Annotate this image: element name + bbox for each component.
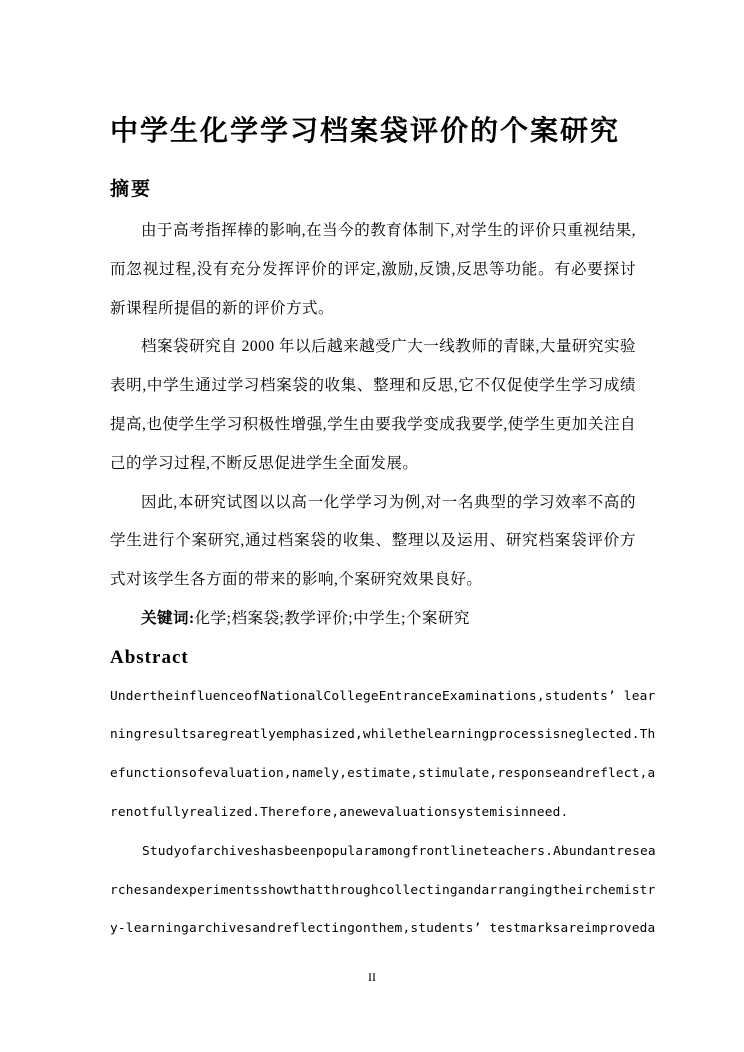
en-paragraph-2-line-2: rchesandexperimentsshowthatthroughcollectingandarrangingtheirchemistr xyxy=(110,882,656,898)
cn-paragraph-1: 由于高考指挥棒的影响,在当今的教育体制下,对学生的评价只重视结果,而忽视过程,没有充分发挥评价的评定,激励,反馈,反思等功能。有必要探讨新课程所提倡的新的评价方式。 xyxy=(110,222,636,317)
en-paragraph-2-line-1: Studyofarchiveshasbeenpopularamongfrontlineteachers.Abundantresea xyxy=(142,843,656,859)
en-paragraph-2-line-3: y-learningarchivesandreflectingonthem,students’ testmarksareimproveda xyxy=(110,921,656,937)
cn-abstract-heading: 摘要 xyxy=(110,179,153,200)
page-number: II xyxy=(368,970,376,984)
cn-paragraph-3: 因此,本研究试图以以高一化学学习为例,对一名典型的学习效率不高的学生进行个案研究,通过档案袋的收集、整理以及运用、研究档案袋评价方式对该学生各方面的带来的影响,个案研究效果良好。 xyxy=(110,493,636,589)
en-abstract-heading: Abstract xyxy=(110,646,189,668)
document-title: 中学生化学学习档案袋评价的个案研究 xyxy=(110,116,621,147)
en-paragraph-1-line-2: ningresultsaregreatlyemphasized,whilethelearningprocessisneglected.Th xyxy=(110,727,656,743)
keywords-label: 关键词: xyxy=(141,609,195,627)
en-paragraph-1-line-1: UndertheinfluenceofNationalCollegeEntranceExaminations,students’ lear xyxy=(110,688,656,704)
en-paragraph-1-line-4: renotfullyrealized.Therefore,anewevaluationsystemisinneed. xyxy=(110,804,569,820)
cn-paragraph-2: 档案袋研究自 2000 年以后越来越受广大一线教师的青睐,大量研究实验表明,中学生通过学习档案袋的收集、整理和反思,它不仅促使学生学习成绩提高,也使学生学习积极性增强,学生由要我学变成我要学,使学生更加关注自己的学习过程,不断反思促进学生全面发展。 xyxy=(110,338,636,472)
keywords-text: 化学;档案袋;教学评价;中学生;个案研究 xyxy=(194,609,470,627)
en-paragraph-1-line-3: efunctionsofevaluation,namely,estimate,stimulate,responseandreflect,a xyxy=(110,766,656,782)
keywords-line xyxy=(110,600,636,639)
